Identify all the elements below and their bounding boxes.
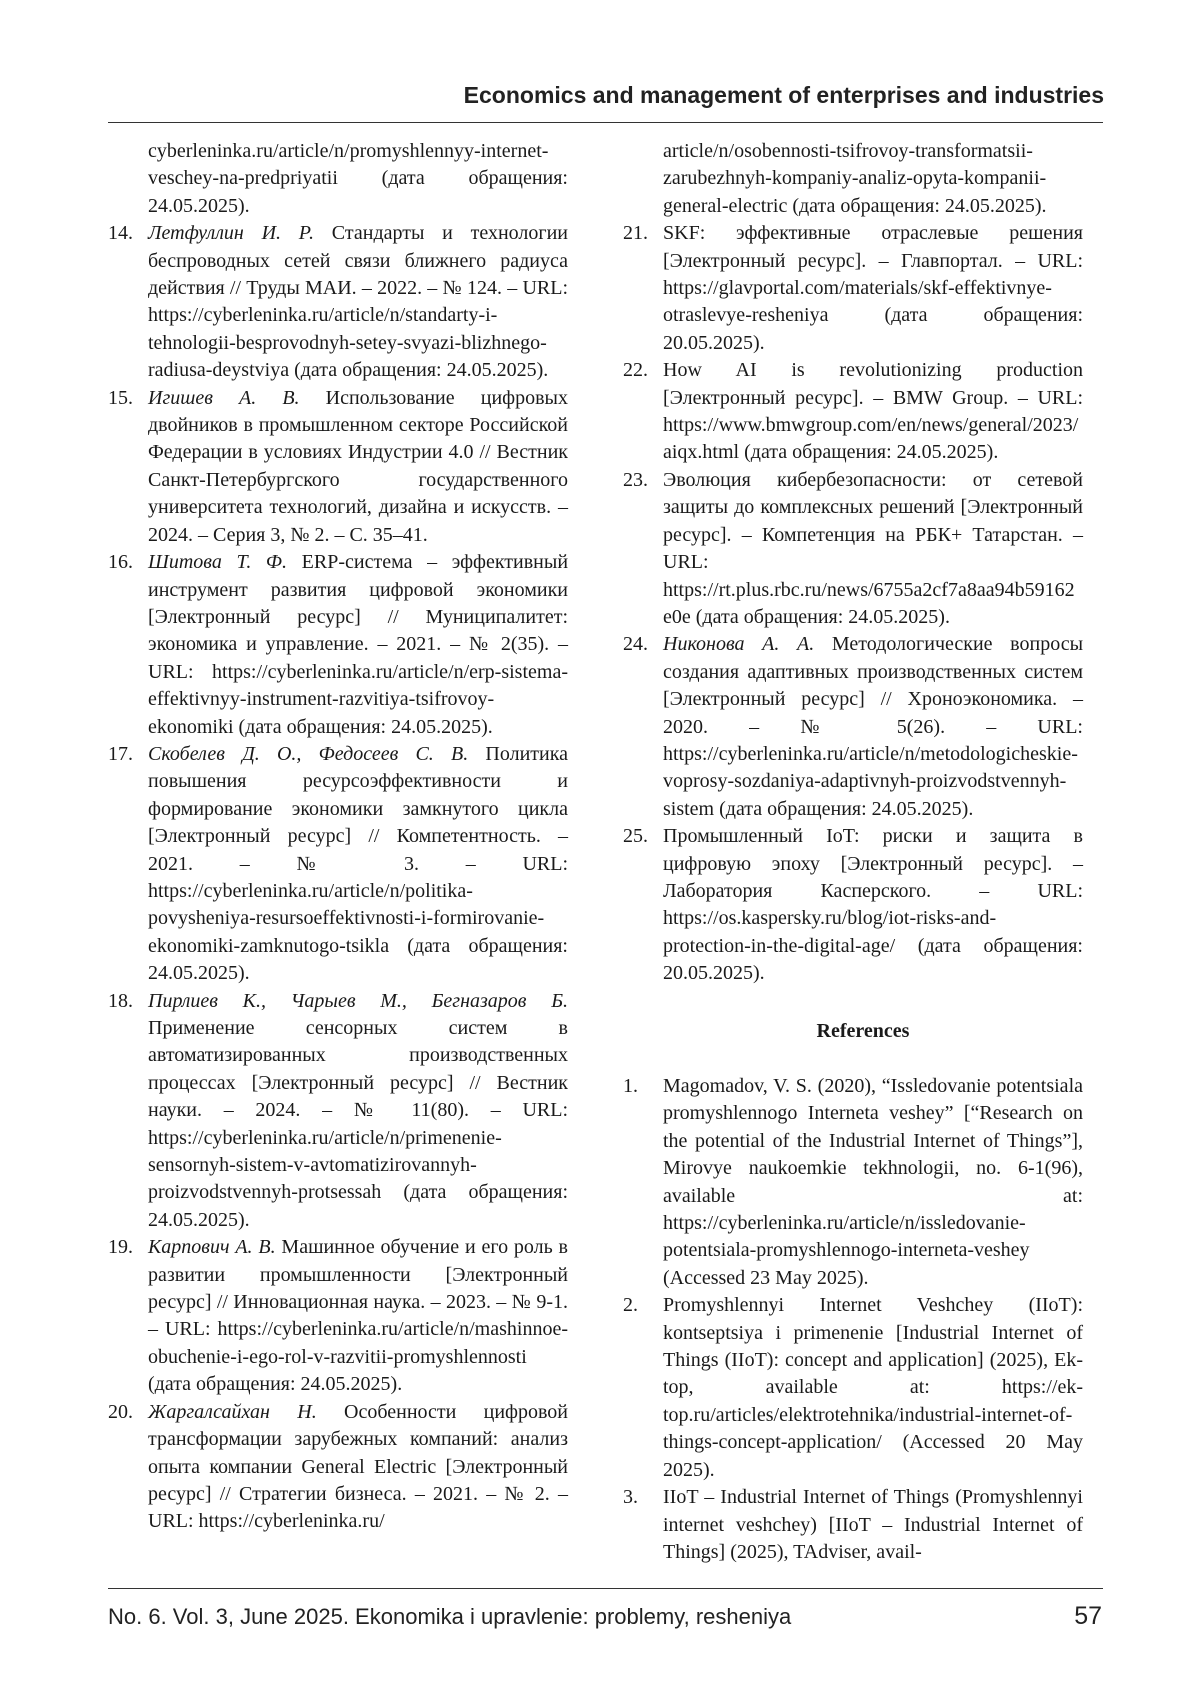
running-header: Economics and management of enterprises and industries (463, 82, 1104, 108)
reference-text: Magomadov, V. S. (2020), “Issledovanie potentsiala promyshlennogo Interneta veshey” [“Research on the potential of the Industrial Internet of Things”], Mirovye naukoemkie tekhnologii, no. 6-1(96), available at: https://cyberleninka.ru/article/n/issledovanie-potentsiala-promyshlennogo-interneta-veshey (Accessed 23 May 2025). (663, 1075, 1083, 1289)
reference-author: Карпович А. В. (148, 1236, 276, 1259)
reference-number: 19. (108, 1236, 133, 1259)
reference-number: 23. (623, 468, 648, 491)
reference-text: Методологические вопросы создания адаптивных производственных систем [Электронный ресурс] // Хроноэкономика. – 2020. – № 5(26). – URL: https://cyberleninka.ru/article/n/metodologicheskie-voprosy-sozdaniya-adaptivnyh-proizvodstvennyh-sistem (дата обращения: 24.05.2025). (663, 633, 1084, 820)
reference-number: 3. (623, 1486, 638, 1509)
reference-author: Скобелев Д. О., Федосеев С. В. (148, 742, 469, 765)
reference-number: 24. (623, 633, 648, 656)
reference-list-right (623, 220, 1083, 987)
reference-number: 15. (108, 386, 133, 409)
reference-number: 18. (108, 989, 133, 1012)
reference-author: Никонова А. А. (663, 633, 815, 656)
reference-text: Применение сенсорных систем в автоматизированных производственных процессах [Электронный ресурс] // Вестник науки. – 2024. – № 11(80). – URL: https://cyberleninka.ru/article/n/primenenie-sensornyh-sistem-v-avtomatizirovannyh-proizvodstvennyh-protsessah (дата обращения: 24.05.2025). (148, 1017, 568, 1231)
reference-number: 1. (623, 1075, 638, 1097)
reference-item (108, 549, 568, 741)
reference-text: Особенности цифровой трансформации зарубежных компаний: анализ опыта компании General Electric [Электронный ресурс] // Стратегии бизнеса. – 2021. – № 2. – URL: https://cyberleninka.ru/ (148, 1400, 568, 1533)
references-heading: References (816, 1019, 910, 1042)
reference-number: 21. (623, 222, 648, 245)
reference-number: 17. (108, 742, 133, 765)
reference-number: 2. (623, 1294, 638, 1317)
header-rule (108, 122, 1103, 123)
reference-number: 14. (108, 222, 133, 245)
continued-reference-text: article/n/osobennosti-tsifrovoy-transformatsii-zarubezhnyh-kompaniy-analiz-opyta-kompanii-general-electric (дата обращения: 24.05.2025). (663, 140, 1047, 217)
reference-text: ERP-система – эффективный инструмент развития цифровой экономики [Электронный ресурс] // Муниципалитет: экономика и управление. – 2021. – № 2(35). – URL: https://cyberleninka.ru/article/n/erp-sistema-effektivnyy-instrument-razvitiya-tsifrovoy-ekonomiki (дата обращения: 24.05.2025). (148, 551, 569, 738)
reference-author: Пирлиев К., Чарыев М., Бегназаров Б. (148, 989, 568, 1012)
reference-list-left (108, 220, 568, 1536)
reference-item (108, 385, 568, 549)
reference-item (623, 220, 1083, 357)
reference-text: IIoT – Industrial Internet of Things (Promyshlennyi internet veshchey) [IIoT – Industrial Internet of Things] (2025), TAdviser, avail- (663, 1486, 1083, 1563)
reference-item (623, 467, 1083, 631)
right-column (623, 138, 1083, 1566)
reference-author: Летфуллин И. Р. (148, 222, 315, 245)
reference-author: Игишев А. В. (148, 386, 300, 409)
reference-number: 25. (623, 825, 648, 848)
reference-number: 16. (108, 551, 133, 574)
reference-item (108, 220, 568, 384)
reference-text: SKF: эффективные отраслевые решения [Электронный ресурс]. – Главпортал. – URL: https://glavportal.com/materials/skf-effektivnye-otraslevye-resheniya (дата обращения: 20.05.2025). (663, 222, 1083, 354)
reference-item (623, 1073, 1083, 1292)
references-list (623, 1073, 1083, 1566)
reference-number: 20. (108, 1400, 133, 1423)
continued-reference-text: cyberleninka.ru/article/n/promyshlennyy-internet-veschey-na-predpriyatii (дата обращения: 24.05.2025). (148, 140, 568, 217)
footer-rule (108, 1588, 1103, 1589)
reference-text: Эволюция кибербезопасности: от сетевой защиты до комплексных решений [Электронный ресурс]. – Компетенция на РБК+ Татарстан. – URL: https://rt.plus.rbc.ru/news/6755a2cf7a8aa94b59162e0e (дата обращения: 24.05.2025). (663, 468, 1083, 628)
reference-text: Политика повышения ресурсоэффективности и формирование экономики замкнутого цикла [Электронный ресурс] // Компетентность. – 2021. – № 3. – URL: https://cyberleninka.ru/article/n/politika-povysheniya-resursoeffektivnosti-i-formirovanie-ekonomiki-zamknutogo-tsikla (дата обращения: 24.05.2025). (148, 742, 569, 985)
reference-author: Шитова Т. Ф. (148, 551, 288, 574)
reference-number: 22. (623, 359, 648, 382)
reference-text: Promyshlennyi Internet Veshchey (IIoT): kontseptsiya i primenenie [Industrial Internet of Things (IIoT): concept and application] (2025), Ek-top, available at: https://ek-top.ru/articles/elektrotehnika/industrial-internet-of-things-concept-application/ (Accessed 20 May 2025). (663, 1294, 1083, 1481)
footer-journal-citation: No. 6. Vol. 3, June 2025. Ekonomika i upravlenie: problemy, resheniya (108, 1604, 792, 1629)
reference-item (623, 631, 1083, 823)
left-column (108, 138, 568, 1536)
reference-item (108, 1399, 568, 1536)
reference-item (108, 988, 568, 1235)
reference-item (623, 1292, 1083, 1484)
reference-item (623, 357, 1083, 467)
reference-text: Машинное обучение и его роль в развитии промышленности [Электронный ресурс] // Инновационная наука. – 2023. – № 9-1. – URL: https://cyberleninka.ru/article/n/mashinnoe-obuchenie-i-ego-rol-v-razvitii-promyshlennosti (дата обращения: 24.05.2025). (148, 1236, 568, 1396)
reference-text: Промышленный IoT: риски и защита в цифровую эпоху [Электронный ресурс]. – Лаборатория Касперского. – URL: https://os.kaspersky.ru/blog/iot-risks-and-protection-in-the-digital-age/ (дата обращения: 20.05.2025). (663, 825, 1083, 985)
reference-item (108, 741, 568, 988)
reference-item (623, 1484, 1083, 1566)
reference-item (623, 823, 1083, 987)
reference-author: Жаргалсайхан Н. (148, 1400, 317, 1423)
reference-text: How AI is revolutionizing production [Электронный ресурс]. – BMW Group. – URL: https://www.bmwgroup.com/en/news/general/2023/aiqx.html (дата обращения: 24.05.2025). (663, 359, 1083, 464)
reference-text: Использование цифровых двойников в промышленном секторе Российской Федерации в условиях Индустрии 4.0 // Вестник Санкт-Петербургского государственного университета технологий, дизайна и искусств. – 2024. – Серия 3, № 2. – С. 35–41. (148, 386, 568, 546)
page-number: 57 (1074, 1602, 1102, 1630)
reference-text: Стандарты и технологии беспроводных сетей связи ближнего радиуса действия // Труды МАИ. – 2022. – № 124. – URL: https://cyberleninka.ru/article/n/standarty-i-tehnologii-besprovodnyh-setey-svyazi-blizhnego-radiusa-deystviya (дата обращения: 24.05.2025). (148, 222, 569, 382)
reference-item (108, 1234, 568, 1398)
